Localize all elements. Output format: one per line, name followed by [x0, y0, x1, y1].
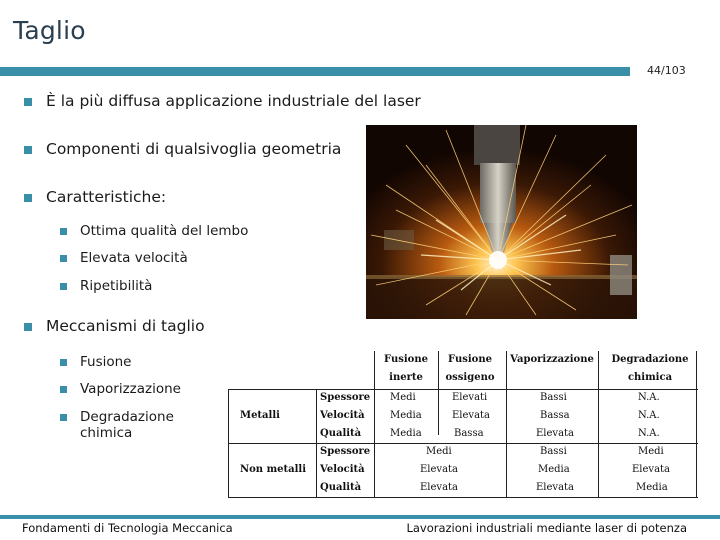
table-cell: Elevata — [420, 482, 459, 493]
table-line — [228, 389, 698, 390]
bullet-square-icon — [24, 98, 32, 106]
row-label-spessore: Spessore — [320, 392, 371, 403]
bullet-square-icon — [24, 194, 32, 202]
table-cell: N.A. — [638, 410, 660, 421]
sub-bullet-text: Fusione — [80, 354, 132, 370]
bullet-square-icon — [60, 283, 67, 290]
sub-bullet-item — [60, 278, 152, 294]
footer-divider — [0, 515, 720, 519]
header-line: inerte — [389, 372, 423, 383]
header-fusione-inerte — [376, 351, 436, 387]
table-line — [598, 351, 599, 497]
header-fusione-ossigeno — [440, 351, 500, 387]
bullet-square-icon — [60, 359, 67, 366]
table-cell: Elevata — [536, 482, 575, 493]
bullet-item — [24, 92, 421, 110]
table-cell: Media — [636, 482, 668, 493]
sub-bullet-line: chimica — [80, 425, 133, 441]
sub-bullet-item — [60, 381, 181, 397]
table-cell: Medi — [638, 446, 664, 457]
row-label-velocita: Velocità — [320, 464, 365, 475]
bullet-text: Caratteristiche: — [46, 188, 167, 206]
bullet-text: È la più diffusa applicazione industriale del laser — [46, 92, 421, 110]
header-line: Fusione — [384, 354, 428, 365]
header-line: chimica — [627, 372, 673, 383]
bullet-item — [24, 317, 205, 335]
bullet-square-icon — [60, 414, 67, 421]
bullet-text: Meccanismi di taglio — [46, 317, 205, 335]
sub-bullet-text: Vaporizzazione — [80, 381, 181, 397]
table-line — [228, 497, 698, 498]
table-cell: Bassa — [454, 428, 484, 439]
table-line — [228, 443, 698, 444]
table-cell: Elevata — [536, 428, 575, 439]
bullet-square-icon — [60, 255, 67, 262]
bullet-square-icon — [24, 146, 32, 154]
table-cell: Media — [538, 464, 570, 475]
table-cell: Elevati — [452, 392, 488, 403]
bullet-square-icon — [60, 228, 67, 235]
table-line — [438, 351, 439, 435]
sub-bullet-item — [60, 354, 132, 370]
sub-bullet-text: Elevata velocità — [80, 250, 188, 266]
sub-bullet-text: Ottima qualità del lembo — [80, 223, 249, 239]
slide-title: Taglio — [13, 16, 86, 45]
header-vaporizzazione: Vaporizzazione — [510, 354, 594, 365]
header-line: Fusione — [448, 354, 492, 365]
row-label-qualita: Qualità — [320, 482, 362, 493]
title-divider — [0, 67, 630, 76]
row-group-metalli: Metalli — [240, 410, 280, 421]
bullet-square-icon — [60, 386, 67, 393]
row-label-velocita: Velocità — [320, 410, 365, 421]
sub-bullet-item — [60, 409, 174, 441]
sub-bullet-item — [60, 223, 248, 239]
laser-cutting-photo — [366, 125, 637, 319]
bullet-text: Componenti di qualsivoglia geometria — [46, 140, 342, 158]
footer-course-title: Fondamenti di Tecnologia Meccanica — [22, 521, 233, 535]
table-cell: Medi — [390, 392, 416, 403]
table-line — [696, 351, 697, 497]
row-group-non-metalli: Non metalli — [240, 464, 307, 475]
sub-bullet-item — [60, 250, 188, 266]
table-cell: Bassa — [540, 410, 570, 421]
table-cell: Bassi — [540, 392, 567, 403]
header-line: ossigeno — [445, 372, 495, 383]
cutting-mechanisms-table — [228, 349, 698, 499]
header-degradazione-chimica — [608, 351, 692, 387]
bullet-item — [24, 188, 166, 206]
table-cell: Media — [390, 428, 422, 439]
table-cell: Elevata — [420, 464, 459, 475]
table-cell: Media — [390, 410, 422, 421]
bullet-square-icon — [24, 323, 32, 331]
table-cell: N.A. — [638, 392, 660, 403]
table-line — [374, 351, 375, 497]
sub-bullet-text — [80, 409, 174, 441]
sub-bullet-line: Degradazione — [80, 409, 174, 425]
table-cell: Elevata — [452, 410, 491, 421]
table-cell: Bassi — [540, 446, 567, 457]
sub-bullet-text: Ripetibilità — [80, 278, 153, 294]
row-label-spessore: Spessore — [320, 446, 371, 457]
table-cell: Medi — [426, 446, 452, 457]
row-label-qualita: Qualità — [320, 428, 362, 439]
header-line: Degradazione — [611, 354, 689, 365]
footer-lecture-title: Lavorazioni industriali mediante laser di potenza — [406, 521, 687, 535]
sparks-illustration — [366, 125, 637, 319]
page-number: 44/103 — [647, 64, 686, 77]
table-cell: N.A. — [638, 428, 660, 439]
table-line — [506, 351, 507, 497]
bullet-item — [24, 140, 341, 158]
table-cell: Elevata — [632, 464, 671, 475]
